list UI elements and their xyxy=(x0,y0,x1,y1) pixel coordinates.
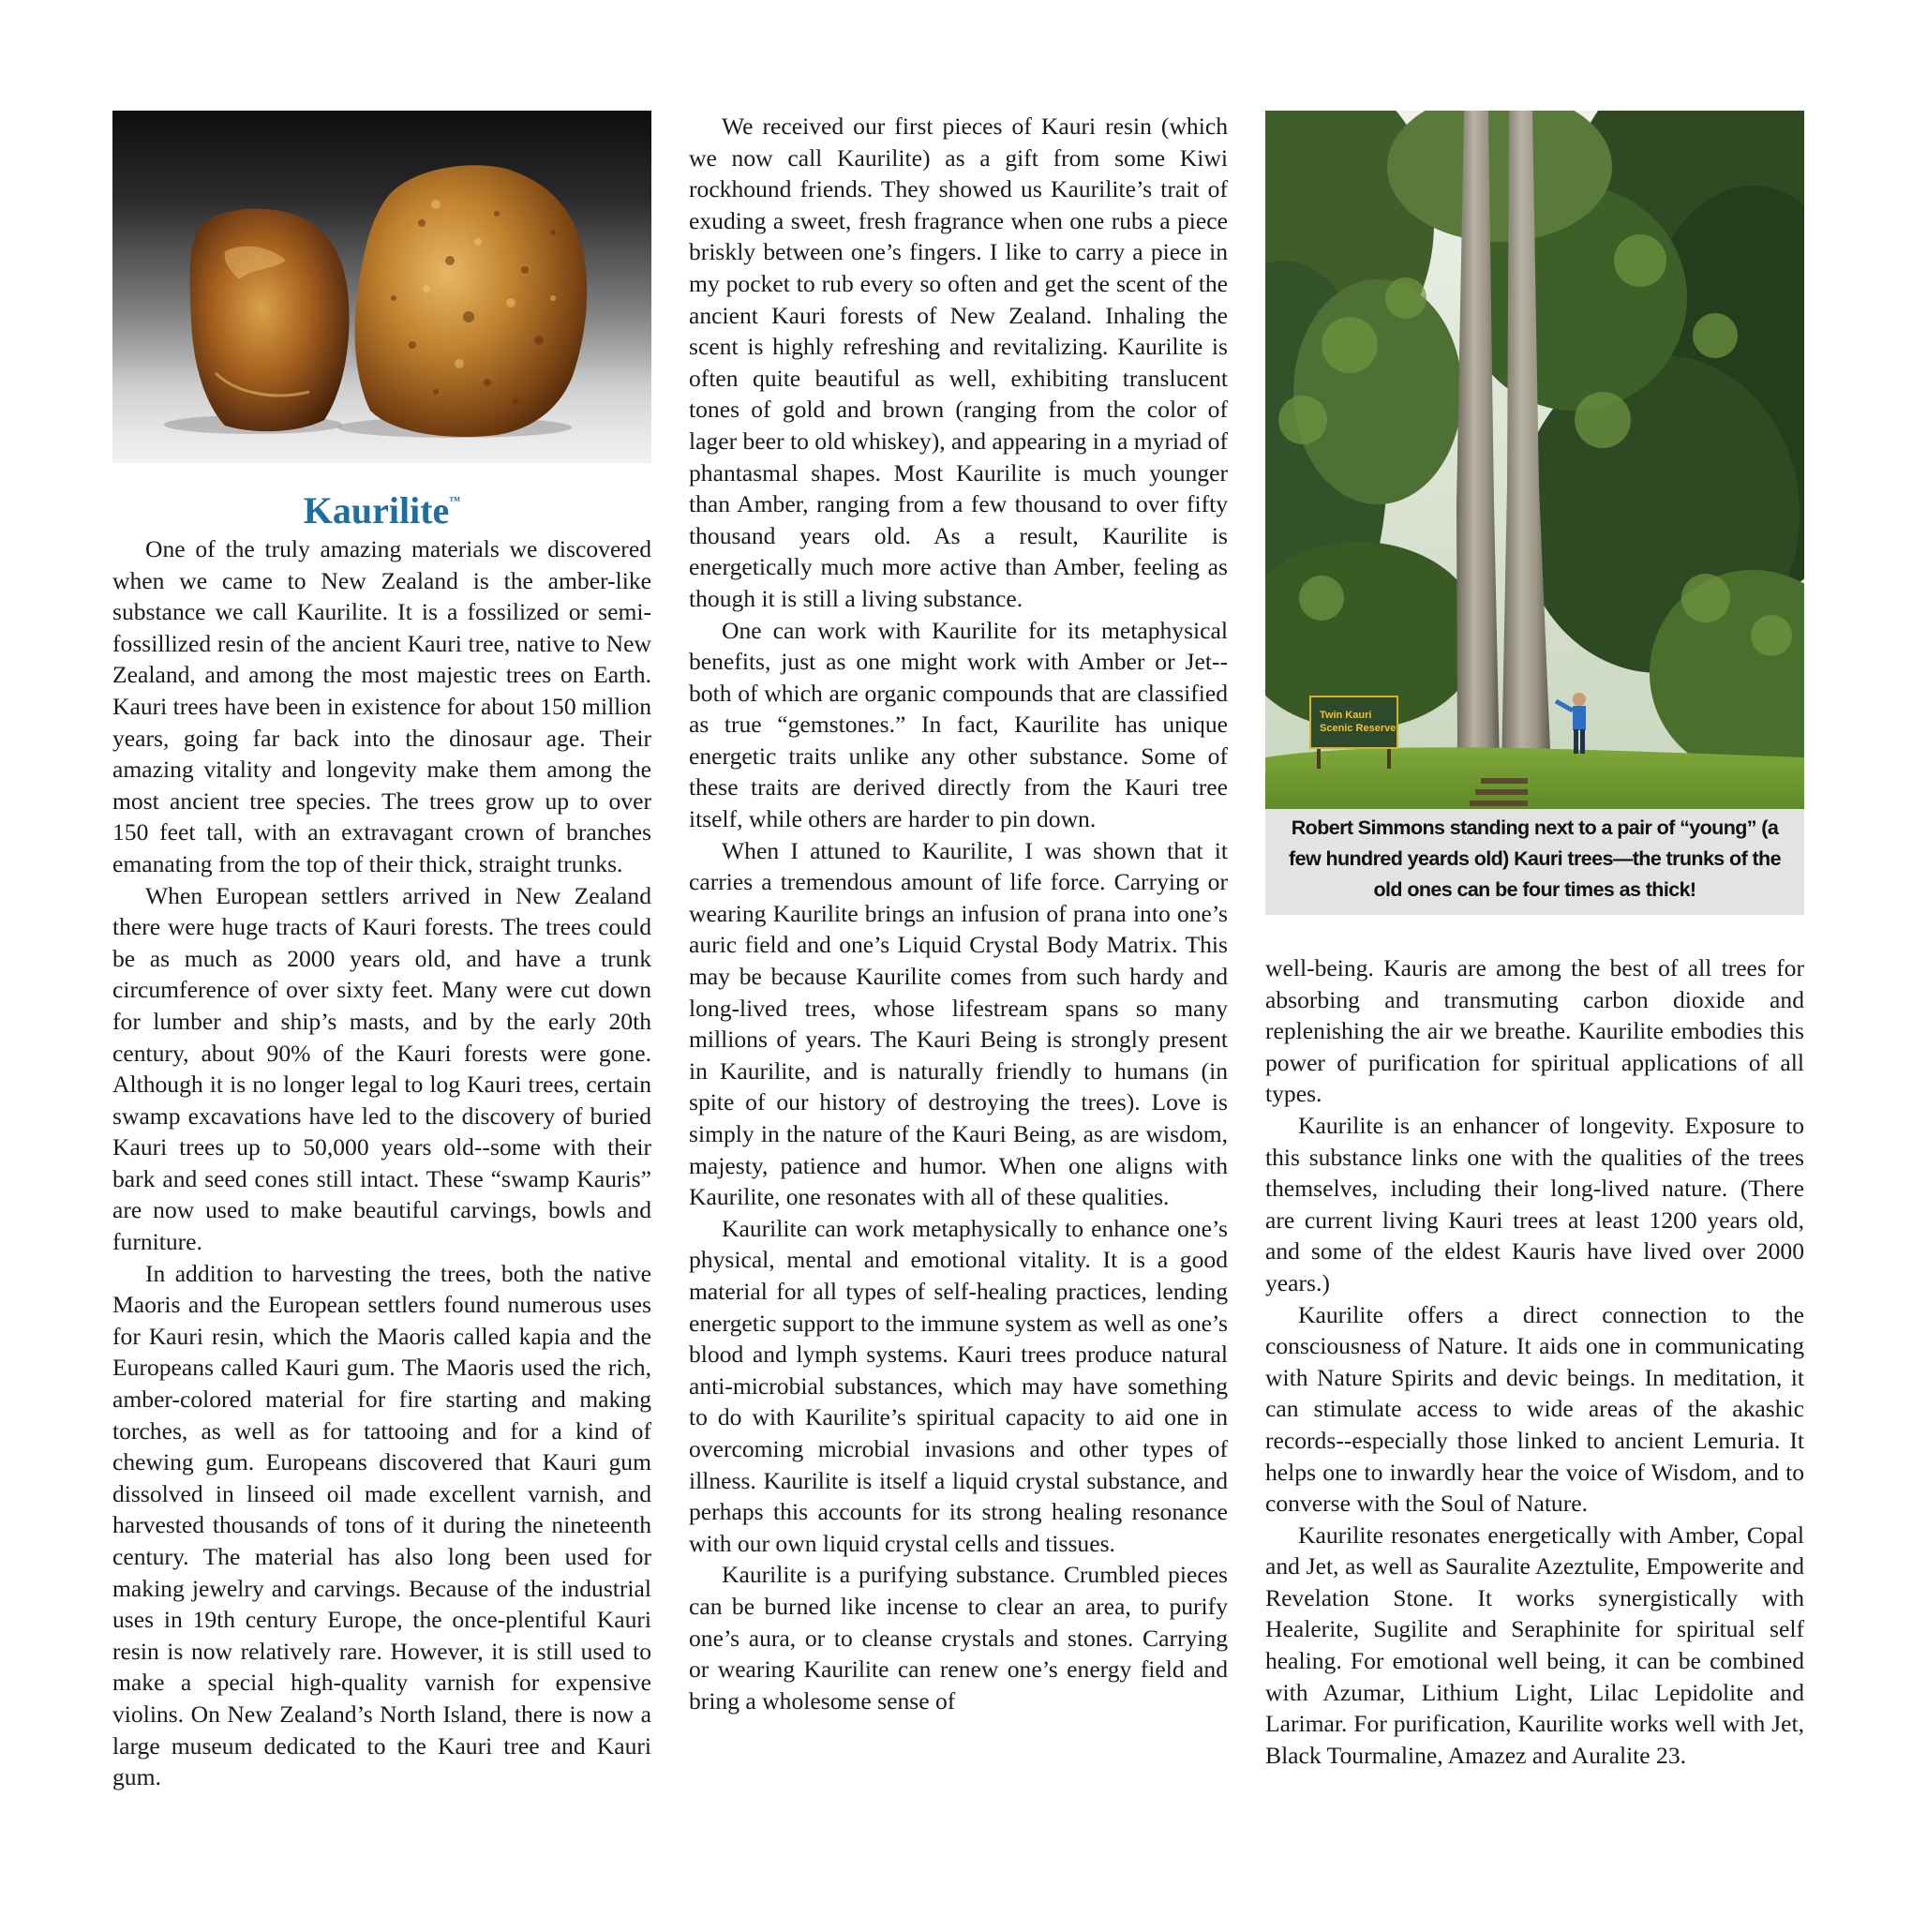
photo-caption: Robert Simmons standing next to a pair of “young” (a few hundred yeards old) Kauri trees—the trunks of the old ones can be four times as thick! xyxy=(1265,809,1804,915)
col2-paragraph-5: Kaurilite is a purifying substance. Crumbled pieces can be burned like incense to clear an area, to purify one’s aura, or to cleanse crystals and stones. Carrying or wearing Kaurilite can renew one’s energy field and bring a wholesome sense of xyxy=(689,1561,1228,1715)
col1-paragraph-3: In addition to harvesting the trees, both the native Maoris and the European settlers found numerous uses for Kauri resin, which the Maoris called kapia and the Europeans called Kauri gum. The Maoris used the rich, amber-colored material for fire starting and making torches, as well as for tattooing and for a kind of chewing gum. Europeans discovered that Kauri gum dissolved in linseed oil made excellent varnish, and harvested thousands of tons of it during the nineteenth century. The material has also long been used for making jewelry and carvings. Because of the industrial uses in 19th century Europe, the once-plentiful Kauri resin is now relatively rare. However, it is still used to make a special high-quality varnish for expensive violins. On New Zealand’s North Island, there is now a large museum dedicated to the Kauri tree and Kauri gum. xyxy=(112,1259,651,1791)
kauri-trees-photo xyxy=(1265,111,1804,809)
title-text: Kaurilite xyxy=(303,489,450,532)
sign-line-1: Twin Kauri xyxy=(1320,710,1372,721)
col2-paragraph-2: One can work with Kaurilite for its metaphysical benefits, just as one might work with Amber or Jet--both of which are organic compounds that are classified as true “gemstones.” In fact, Kaurilite has unique energetic traits unlike any other substance. Some of these traits are derived directly from the Kauri tree itself, while others are harder to pin down. xyxy=(689,616,1228,833)
col2-paragraph-3: When I attuned to Kaurilite, I was shown that it carries a tremendous amount of life force. Carrying or wearing Kaurilite brings an infusion of prana into one’s auric field and one’s Liquid Crystal Body Matrix. This may be because Kaurilite comes from such hardy and long-lived trees, whose lifestream spans so many millions of years. The Kauri Being is strongly present in Kaurilite, and is naturally friendly to humans (in spite of our history of destroying the trees). Love is simply in the nature of the Kauri Being, as are wisdom, majesty, patience and humor. When one aligns with Kaurilite, one resonates with all of these qualities. xyxy=(689,836,1228,1211)
col2-paragraph-1: We received our first pieces of Kauri resin (which we now call Kaurilite) as a gift from some Kiwi rockhound friends. They showed us Kaurilite’s trait of exuding a sweet, fresh fragrance when one rubs a piece briskly between one’s fingers. I like to carry a piece in my pocket to rub every so often and get the scent of the ancient Kauri forests of New Zealand. Inhaling the scent is highly refreshing and revitalizing. Kaurilite is often quite beautiful as well, exhibiting translucent tones of gold and brown (ranging from the color of lager beer to old whiskey), and appearing in a myriad of phantasmal shapes. Most Kaurilite is much younger than Amber, ranging from a few thousand to over fifty thousand years old. As a result, Kaurilite is energetically much more active than Amber, feeling as though it is still a living substance. xyxy=(689,112,1228,612)
col3-paragraph-3: Kaurilite resonates energetically with Amber, Copal and Jet, as well as Sauralite Azeztulite, Empowerite and Revelation Stone. It works synergistically with Healerite, Sugilite and Seraphinite for spiritual self healing. For emotional well being, it can be combined with Azumar, Lithium Light, Lilac Lepidolite and Larimar. For purification, Kaurilite works well with Jet, Black Tourmaline, Amazez and Auralite 23. xyxy=(1265,1520,1804,1769)
col3-continuation: well-being. Kauris are among the best of all trees for absorbing and transmuting carbon dioxide and replenishing the air we breathe. Kaurilite embodies this power of purification for spiritual applications of all types. xyxy=(1265,954,1804,1108)
col1-paragraph-2: When European settlers arrived in New Zealand there were huge tracts of Kauri forests. The trees could be as much as 2000 years old, and have a trunk circumference of over sixty feet. Many were cut down for lumber and ship’s masts, and by the early 20th century, about 90% of the Kauri forests were gone. Although it is no longer legal to log Kauri trees, certain swamp excavations have led to the discovery of buried Kauri trees up to 50,000 years old--some with their bark and seed cones still intact. These “swamp Kauris” are now used to make beautiful carvings, bowls and furniture. xyxy=(112,881,651,1256)
column-3 xyxy=(1265,111,1804,1771)
column-3-text xyxy=(1265,952,1804,1771)
trademark-symbol: ™ xyxy=(449,494,461,507)
col2-paragraph-4: Kaurilite can work metaphysically to enhance one’s physical, mental and emotional vitality. It is a good material for all types of self-healing practices, lending energetic support to the immune system as well as one’s blood and lymph systems. Kauri trees produce natural anti-microbial substances, which may have something to do with Kaurilite’s spiritual capacity to aid one in overcoming microbial invasions and other types of illness. Kaurilite is itself a liquid crystal substance, and perhaps this accounts for its strong healing resonance with our own liquid crystal cells and tissues. xyxy=(689,1214,1228,1557)
col3-paragraph-1: Kaurilite is an enhancer of longevity. Exposure to this substance links one with the qualities of the trees themselves, including their long-lived nature. (There are current living Kauri trees at least 1200 years old, and some of the eldest Kauris have lived over 2000 years.) xyxy=(1265,1111,1804,1296)
column-2 xyxy=(689,111,1228,1716)
col3-paragraph-2: Kaurilite offers a direct connection to the consciousness of Nature. It aids one in communicating with Nature Spirits and devic beings. In meditation, it can stimulate access to wide areas of the akashic records--especially those linked to ancient Lemuria. It helps one to inwardly hear the voice of Wisdom, and to converse with the Soul of Nature. xyxy=(1265,1300,1804,1518)
kaurilite-resin-photo xyxy=(112,111,651,463)
column-1 xyxy=(112,111,651,1793)
col1-paragraph-1: One of the truly amazing materials we discovered when we came to New Zealand is the amber-like substance we call Kaurilite. It is a fossilized or semi-fossillized resin of the ancient Kauri tree, native to New Zealand, and among the most majestic trees on Earth. Kauri trees have been in existence for about 150 million years, going far back into the dinosaur age. Their amazing vitality and longevity make them among the most ancient tree species. The trees grow up to over 150 feet tall, with an extravagant crown of branches emanating from the top of their thick, straight trunks. xyxy=(112,535,651,877)
sign-line-2: Scenic Reserve xyxy=(1320,723,1397,734)
article-title xyxy=(112,480,651,532)
